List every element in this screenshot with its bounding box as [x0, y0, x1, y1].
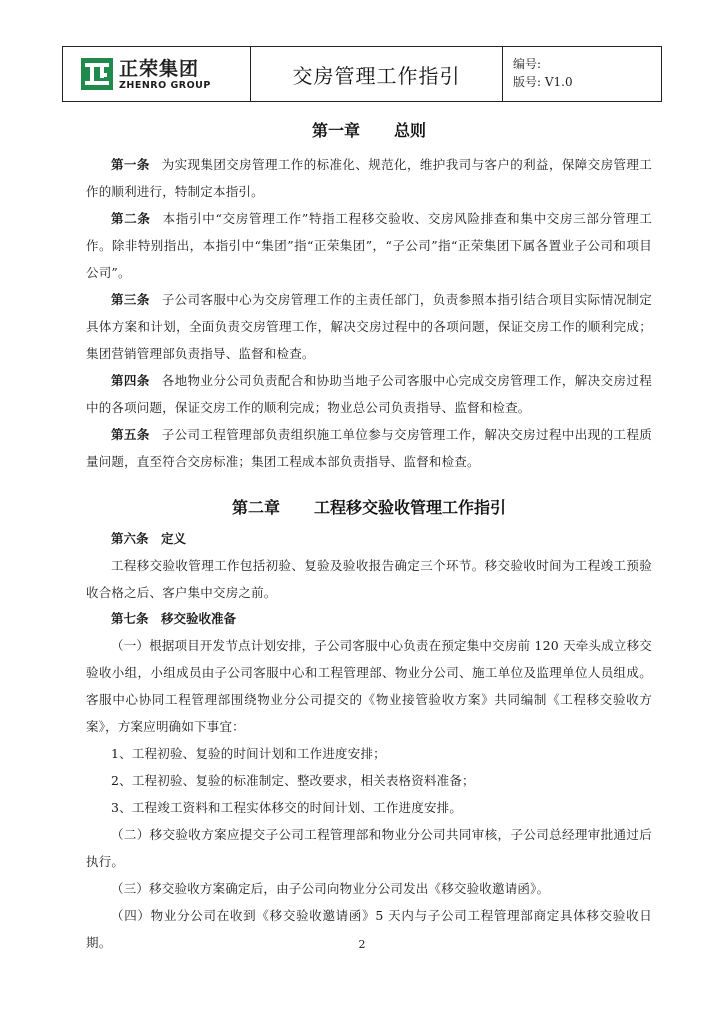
- article-text: 本指引中“交房管理工作”特指工程移交验收、交房风险排查和集中交房三部分管理工作。除非特别指出，本指引中“集团”指“正荣集团”，“子公司”指“正荣集团下属各置业子公司和项目公司”。: [86, 211, 652, 280]
- article-text: 子公司工程管理部负责组织施工单位参与交房管理工作，解决交房过程中出现的工程质量问题，直至符合交房标准；集团工程成本部负责指导、监督和检查。: [86, 427, 652, 469]
- article-3: [86, 286, 652, 367]
- chapter-1-number: 第一章: [311, 121, 360, 140]
- version-label: 版号: V1.0: [513, 75, 573, 89]
- article-7-item-2: 2、工程初验、复验的标准制定、整改要求，相关表格资料准备；: [111, 773, 475, 788]
- chapter-1-name: 总则: [394, 121, 427, 140]
- article-7-para-3: （三）移交验收方案确定后，由子公司向物业分公司发出《移交验收邀请函》。: [111, 881, 550, 896]
- number-label: 编号:: [513, 57, 542, 71]
- article-6-title: 第六条 定义: [111, 531, 187, 546]
- article-text: 子公司客服中心为交房管理工作的主责任部门，负责参照本指引结合项目实际情况制定具体方案和计划，全面负责交房管理工作，解决交房过程中的各项问题，保证交房工作的顺利完成；集团营销管理部负责指导、监督和检查。: [86, 292, 652, 361]
- article-label: 第三条: [111, 292, 150, 307]
- article-label: 第二条: [111, 211, 151, 226]
- article-7-para-4: （四）物业分公司在收到《移交验收邀请函》5 天内与子公司工程管理部商定具体移交验收日期。: [86, 908, 652, 950]
- article-label: 第一条: [111, 157, 150, 172]
- article-5: [86, 421, 652, 475]
- header-table: [62, 46, 662, 102]
- article-7-item-3: 3、工程竣工资料和工程实体移交的时间计划、工作进度安排。: [111, 800, 463, 815]
- article-1: [86, 151, 652, 205]
- article-text: 为实现集团交房管理工作的标准化、规范化，维护我司与客户的利益，保障交房管理工作的顺利进行，特制定本指引。: [86, 157, 652, 199]
- article-7-para-1: （一）根据项目开发节点计划安排，子公司客服中心负责在预定集中交房前 120 天牵头成立移交验收小组，小组成员由子公司客服中心和工程管理部、物业分公司、施工单位及监理单位人员组成。客服中心协同工程管理部围绕物业分公司提交的《物业接管验收方案》共同编制《工程移交验收方案》，方案应明确如下事宜：: [86, 638, 652, 734]
- logo-chinese-name: 正荣集团: [119, 57, 200, 80]
- article-7-item-1: 1、工程初验、复验的时间计划和工作进度安排；: [111, 746, 386, 761]
- article-text: 各地物业分公司负责配合和协助当地子公司客服中心完成交房管理工作，解决交房过程中的各项问题，保证交房工作的顺利完成；物业总公司负责指导、监督和检查。: [86, 373, 652, 415]
- zhenro-logo-icon: [81, 58, 113, 90]
- article-6-text: 工程移交验收管理工作包括初验、复验及验收报告确定三个环节。移交验收时间为工程竣工预验收合格之后、客户集中交房之前。: [86, 558, 652, 600]
- logo-english-name: ZHENRO GROUP: [119, 79, 211, 91]
- page-number: 2: [358, 938, 366, 951]
- article-4: [86, 367, 652, 421]
- chapter-2-heading: [86, 495, 652, 518]
- chapter-2-number: 第二章: [231, 498, 280, 517]
- article-7-para-2: （二）移交验收方案应提交子公司工程管理部和物业分公司共同审核，子公司总经理审批通过后执行。: [86, 827, 652, 869]
- document-title: 交房管理工作指引: [251, 47, 503, 101]
- article-label: 第四条: [111, 373, 150, 388]
- document-meta: [503, 47, 661, 101]
- chapter-1-heading: [86, 118, 652, 141]
- article-7-title: 第七条 移交验收准备: [111, 611, 237, 626]
- article-2: [86, 205, 652, 286]
- document-body: [86, 116, 652, 956]
- company-logo: [63, 47, 251, 101]
- article-label: 第五条: [111, 427, 150, 442]
- chapter-2-name: 工程移交验收管理工作指引: [314, 498, 507, 517]
